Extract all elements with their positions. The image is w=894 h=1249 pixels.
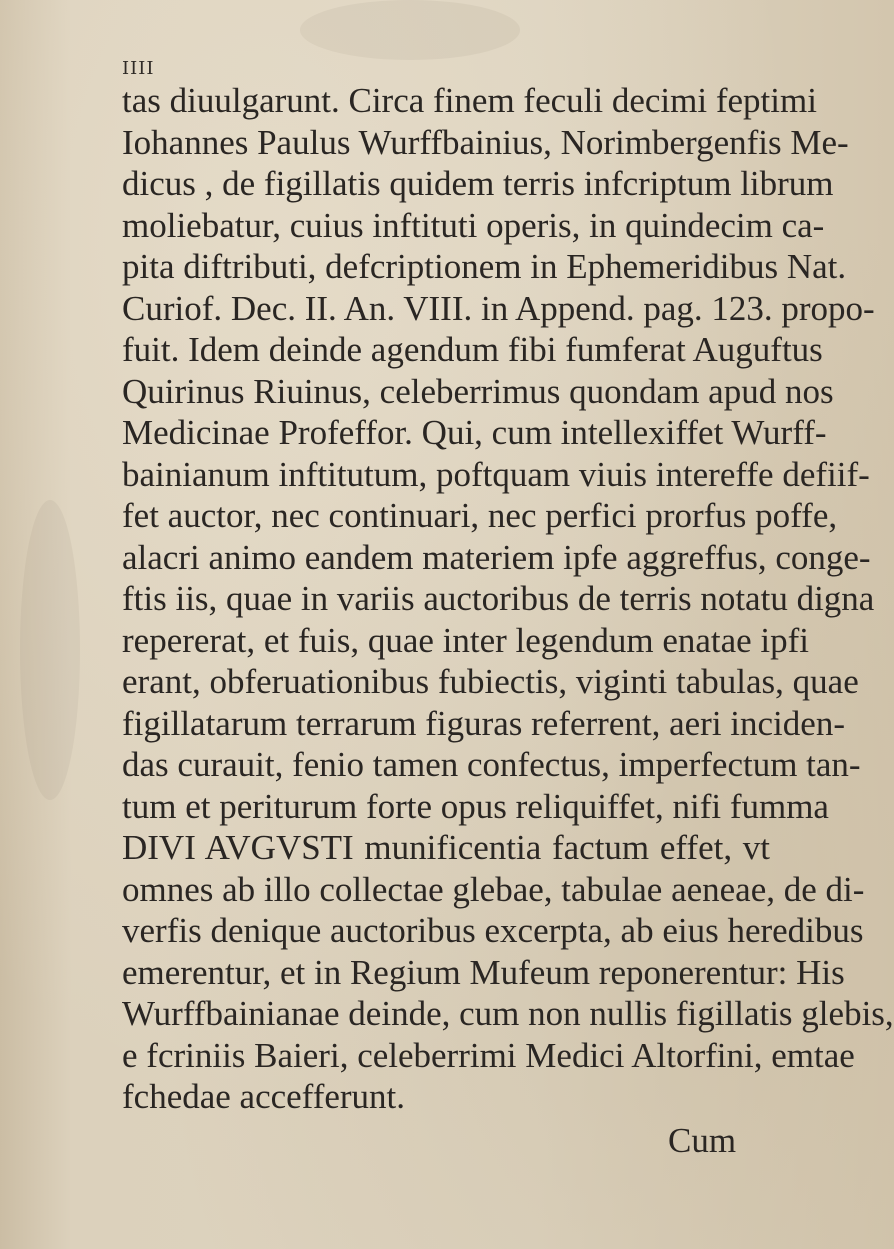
text-line: erant, obferuationibus fubiectis, viginti tabulas, quae xyxy=(122,662,859,701)
paper-stain xyxy=(300,0,520,60)
text-line: tum et periturum forte opus reliquiffet, nifi fumma xyxy=(122,786,829,826)
text-line: e fcriniis Baieri, celeberrimi Medici Altorfini, emtae xyxy=(122,1035,855,1075)
text-line: moliebatur, cuius inftituti operis, in quindecim ca- xyxy=(122,205,825,245)
text-line: das curauit, fenio tamen confectus, imperfectum tan- xyxy=(122,745,861,784)
text-line: emerentur, et in Regium Mufeum reponerentur: His xyxy=(122,952,845,992)
text-line: tas diuulgarunt. Circa finem feculi decimi feptimi xyxy=(122,81,817,120)
text-line: Quirinus Riuinus, celeberrimus quondam apud nos xyxy=(122,371,834,411)
body-text xyxy=(122,80,894,1118)
text-line: Curiof. Dec. II. An. VIII. in Append. pag. 123. propo- xyxy=(122,288,875,328)
text-line: Medicinae Profeffor. Qui, cum intellexiffet Wurff- xyxy=(122,413,827,452)
text-line: fet auctor, nec continuari, nec perfici prorfus poffe, xyxy=(122,496,838,535)
text-line: Iohannes Paulus Wurffbainius, Norimbergenfis Me- xyxy=(122,122,849,162)
text-line: omnes ab illo collectae glebae, tabulae aeneae, de di- xyxy=(122,869,865,909)
text-line: bainianum inftitutum, poftquam viuis intereffe defiif- xyxy=(122,454,870,494)
paper-stain xyxy=(20,500,80,800)
catchword: Cum xyxy=(668,1121,737,1160)
text-line: DIVI AVGVSTI munificentia factum effet, vt xyxy=(122,828,770,867)
text-line: verfis denique auctoribus excerpta, ab eius heredibus xyxy=(122,911,864,950)
text-line: fuit. Idem deinde agendum fibi fumferat Auguftus xyxy=(122,330,823,369)
text-line: dicus , de figillatis quidem terris infcriptum librum xyxy=(122,164,834,203)
text-line: fchedae accefferunt. xyxy=(122,1077,406,1116)
text-line: ftis iis, quae in variis auctoribus de terris notatu digna xyxy=(122,579,875,618)
text-line: repererat, et fuis, quae inter legendum enatae ipfi xyxy=(122,620,810,660)
text-line: figillatarum terrarum figuras referrent, aeri inciden- xyxy=(122,703,845,743)
text-line: Wurffbainianae deinde, cum non nullis figillatis glebis, xyxy=(122,994,894,1033)
folio-number: IIII xyxy=(122,58,155,79)
text-line: alacri animo eandem materiem ipfe aggreffus, conge- xyxy=(122,537,871,577)
text-line: pita diftributi, defcriptionem in Ephemeridibus Nat. xyxy=(122,247,847,286)
